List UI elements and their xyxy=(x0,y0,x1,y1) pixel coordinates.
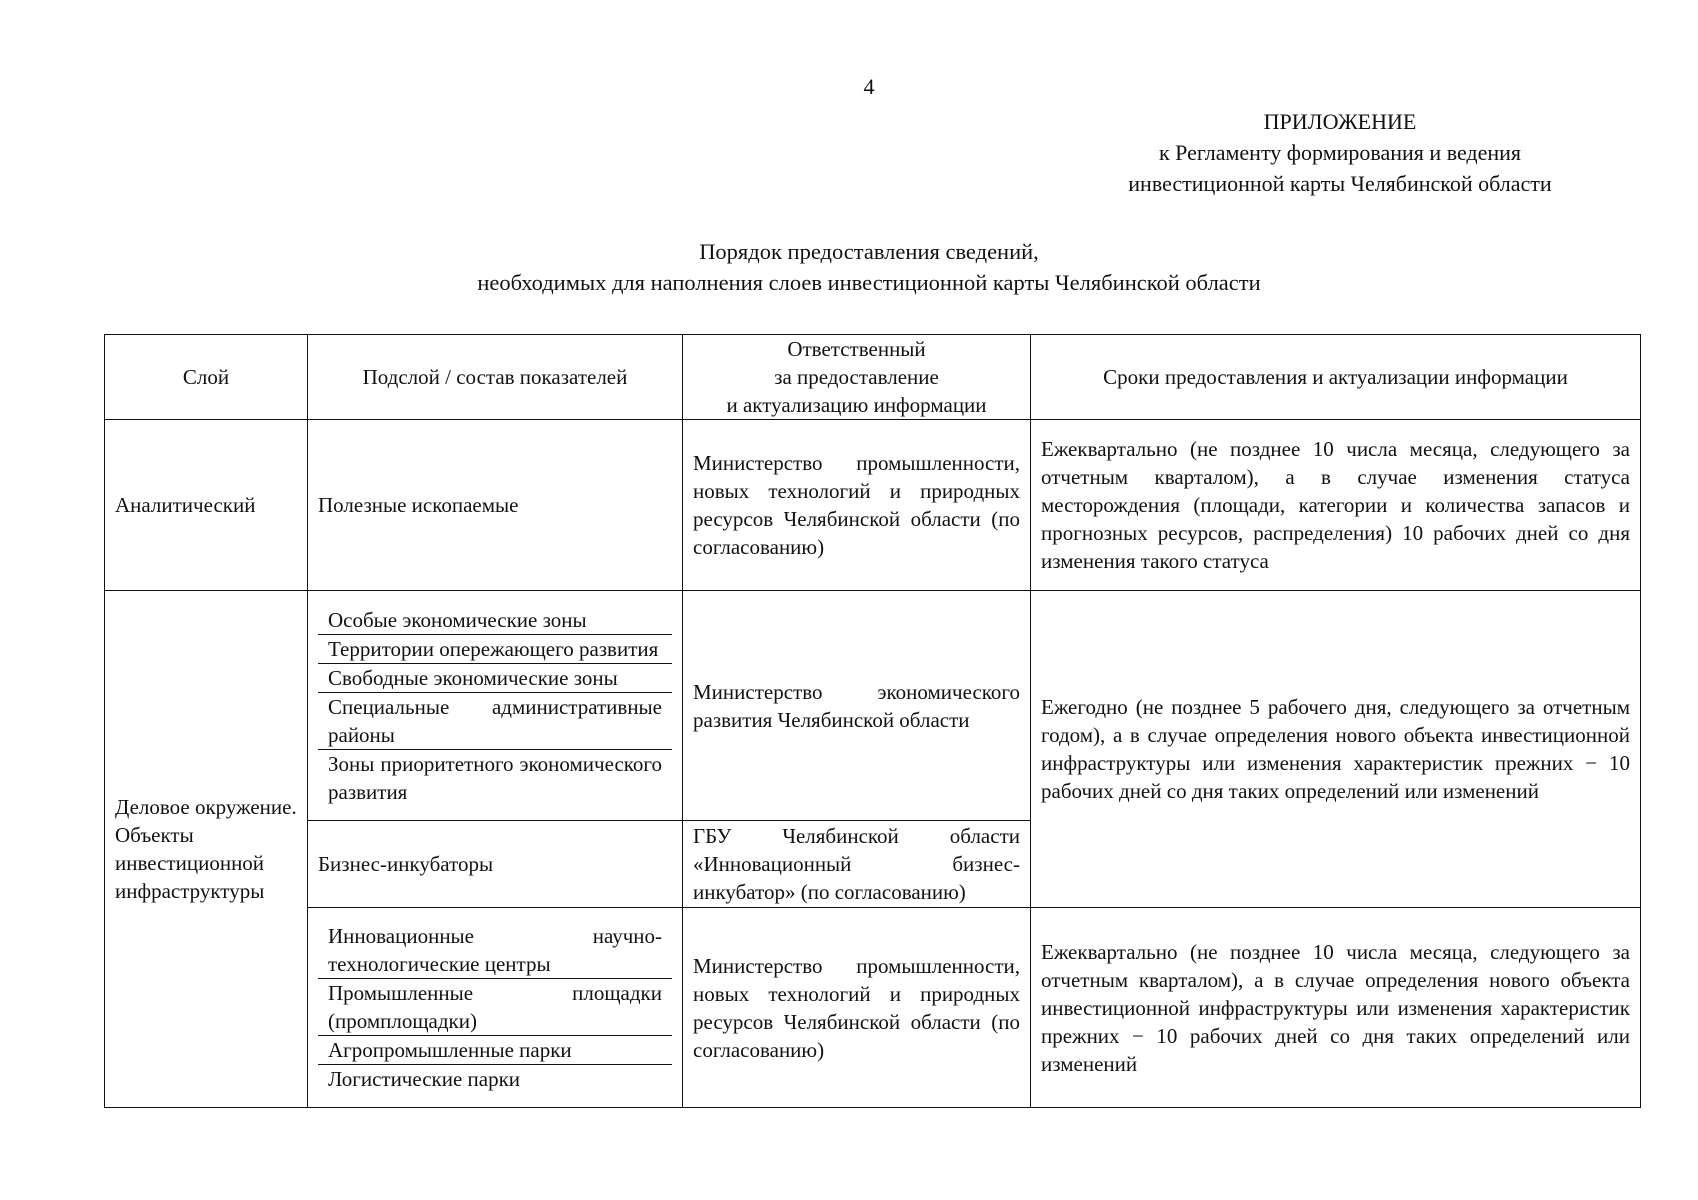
cell-terms: Ежегодно (не позднее 5 рабочего дня, следующего за отчетным годом), а в случае определения нового объекта инвестиционной инфраструктуры или изменения характеристик прежних − 10 рабочих дней со дня таких определений или изменений xyxy=(1031,591,1641,908)
sublayer-list xyxy=(318,606,672,806)
list-item xyxy=(318,634,672,663)
list-item xyxy=(318,1065,672,1094)
table-row xyxy=(105,420,1641,591)
appendix-title: ПРИЛОЖЕНИЕ xyxy=(1263,109,1417,134)
cell-sublayer-group xyxy=(308,908,683,1108)
table-row xyxy=(105,908,1641,1108)
sublayer-item: Инновационные научно-технологические центры xyxy=(318,922,672,979)
page-number: 4 xyxy=(863,74,875,99)
info-table xyxy=(104,334,1641,1108)
cell-responsible: Министерство промышленности, новых технологий и природных ресурсов Челябинской области (по согласованию) xyxy=(683,908,1031,1108)
title-line: необходимых для наполнения слоев инвестиционной карты Челябинской области xyxy=(477,270,1261,295)
header-responsible-line: за предоставление xyxy=(774,365,939,389)
cell-layer: Аналитический xyxy=(105,420,308,591)
header-terms: Сроки предоставления и актуализации информации xyxy=(1031,335,1641,420)
cell-terms: Ежеквартально (не позднее 10 числа месяца, следующего за отчетным кварталом), а в случае определения нового объекта инвестиционной инфраструктуры или изменения характеристик прежних − 10 рабочих дней со дня таких определений или изменений xyxy=(1031,908,1641,1108)
sublayer-item: Специальные административные районы xyxy=(318,692,672,749)
list-item xyxy=(318,692,672,749)
list-item xyxy=(318,979,672,1036)
cell-sublayer: Полезные ископаемые xyxy=(308,420,683,591)
sublayer-item: Логистические парки xyxy=(328,1067,521,1091)
header-sublayer: Подслой / состав показателей xyxy=(308,335,683,420)
document-title xyxy=(0,236,1698,298)
sublayer-item: Промышленные площадки (промплощадки) xyxy=(318,979,672,1036)
sublayer-item: Территории опережающего развития xyxy=(318,634,672,663)
list-item xyxy=(318,663,672,692)
cell-sublayer-group xyxy=(308,591,683,821)
cell-responsible: Министерство промышленности, новых технологий и природных ресурсов Челябинской области (по согласованию) xyxy=(683,420,1031,591)
sublayer-item: Свободные экономические зоны xyxy=(318,663,672,692)
sublayer-item: Зоны приоритетного экономического развития xyxy=(328,751,662,804)
cell-responsible: Министерство экономического развития Челябинской области xyxy=(683,591,1031,821)
appendix-line: инвестиционной карты Челябинской области xyxy=(1128,171,1552,196)
appendix-header xyxy=(1040,106,1640,199)
title-line: Порядок предоставления сведений, xyxy=(699,239,1039,264)
header-responsible xyxy=(683,335,1031,420)
list-item xyxy=(318,606,672,635)
table-header-row xyxy=(105,335,1641,420)
cell-layer: Деловое окружение. Объекты инвестиционной инфраструктуры xyxy=(105,591,308,1108)
sublayer-item: Агропромышленные парки xyxy=(318,1036,672,1065)
table-row xyxy=(105,591,1641,821)
sublayer-item: Особые экономические зоны xyxy=(318,606,672,635)
appendix-line: к Регламенту формирования и ведения xyxy=(1158,140,1522,165)
list-item xyxy=(318,749,672,806)
cell-terms: Ежеквартально (не позднее 10 числа месяца, следующего за отчетным кварталом), а в случае изменения статуса месторождения (площади, категории и количества запасов и прогнозных ресурсов, распределения) 10 рабочих дней со дня изменения такого статуса xyxy=(1031,420,1641,591)
header-responsible-line: и актуализацию информации xyxy=(726,393,987,417)
sublayer-list xyxy=(318,922,672,1093)
header-layer: Слой xyxy=(105,335,308,420)
cell-sublayer: Бизнес-инкубаторы xyxy=(308,821,683,908)
header-responsible-line: Ответственный xyxy=(787,337,926,361)
list-item xyxy=(318,1036,672,1065)
cell-responsible: ГБУ Челябинской области «Инновационный бизнес-инкубатор» (по согласованию) xyxy=(683,821,1031,908)
list-item xyxy=(318,922,672,979)
